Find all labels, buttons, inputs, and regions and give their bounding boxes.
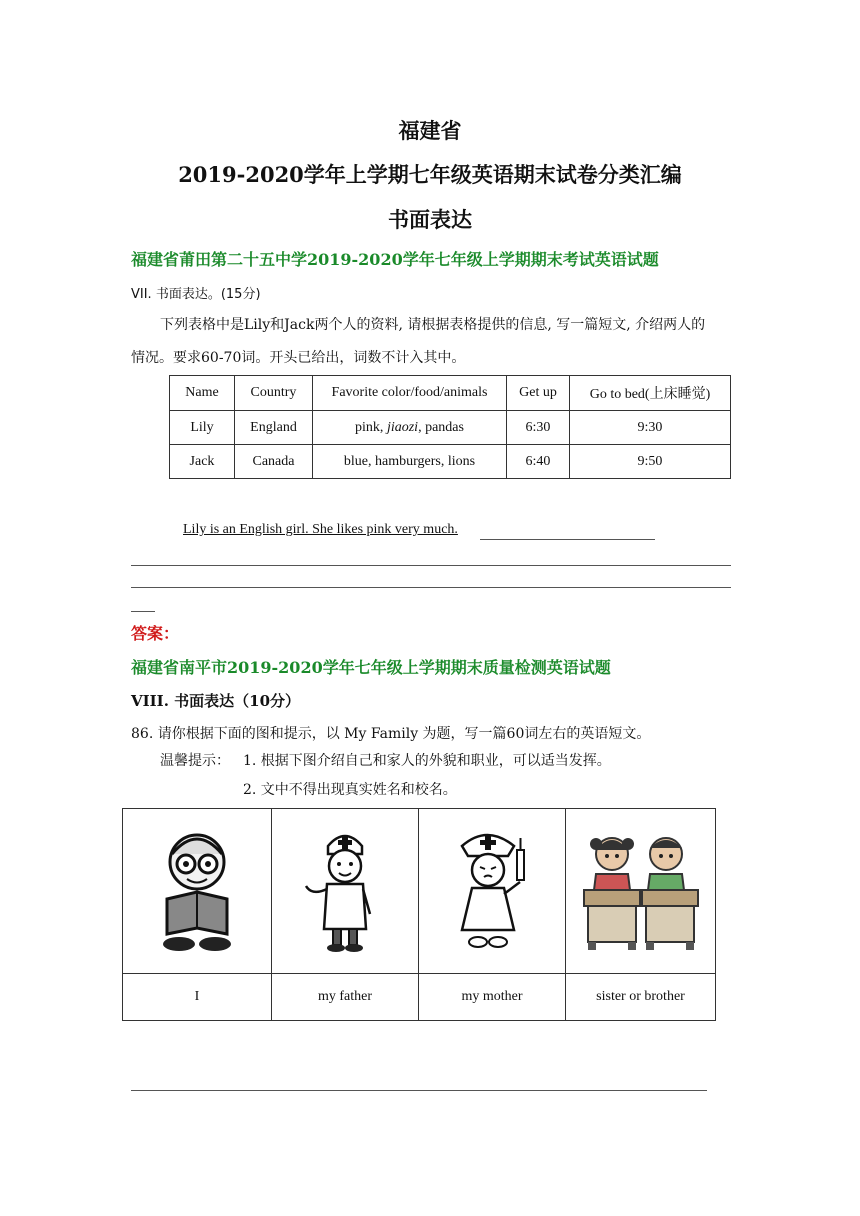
info-table: [169, 375, 731, 479]
caption-father: my father: [272, 974, 419, 1021]
table-row: [170, 411, 731, 445]
writing-line: [131, 611, 155, 612]
section2-source: 福建省南平市2019-2020学年七年级上学期期末质量检测英语试题: [131, 658, 611, 677]
cell-go-to-bed: 9:50: [570, 445, 731, 479]
cell-country: Canada: [235, 445, 313, 479]
cell-name: Lily: [170, 411, 235, 445]
table-row: [170, 445, 731, 479]
table-header-row: [170, 376, 731, 411]
title-province: 福建省: [398, 118, 462, 143]
section2-heading: VIII. 书面表达（10分）: [131, 692, 301, 710]
header-favorite: Favorite color/food/animals: [313, 376, 507, 411]
nurse-icon: [442, 824, 542, 954]
section2-instruction: 86. 请你根据下面的图和提示，以 My Family 为题，写一篇60词左右的英语短文。: [131, 726, 651, 742]
caption-sibling: sister or brother: [566, 974, 716, 1021]
caption-mother: my mother: [419, 974, 566, 1021]
fav-part-c: , pandas: [418, 419, 464, 435]
cell-favorite: [313, 411, 507, 445]
writing-line: [480, 539, 655, 540]
cell-get-up: 6:30: [507, 411, 570, 445]
fav-part-b: jiaozi: [386, 419, 419, 435]
doctor-icon: [300, 824, 390, 954]
picture-cell-father: [272, 809, 419, 974]
cell-go-to-bed: 9:30: [570, 411, 731, 445]
section1-heading: VII. 书面表达。(15分): [131, 287, 261, 302]
caption-row: [123, 974, 716, 1021]
cell-country: England: [235, 411, 313, 445]
picture-cell-sibling: [566, 809, 716, 974]
writing-line: [131, 1090, 707, 1091]
picture-cell-mother: [419, 809, 566, 974]
tip-2: 2. 文中不得出现真实姓名和校名。: [243, 782, 457, 798]
writing-line: [131, 565, 731, 566]
section1-source: 福建省莆田第二十五中学2019-2020学年七年级上学期期末考试英语试题: [131, 250, 659, 269]
header-get-up: Get up: [507, 376, 570, 411]
title-main: 2019-2020学年上学期七年级英语期末试卷分类汇编: [178, 162, 682, 187]
tip-1: 1. 根据下图介绍自己和家人的外貌和职业，可以适当发挥。: [243, 753, 611, 769]
title-sub: 书面表达: [388, 207, 472, 232]
boy-reading-icon: [147, 824, 247, 954]
picture-cell-me: [123, 809, 272, 974]
header-name: Name: [170, 376, 235, 411]
section1-instruction-1: 下列表格中是Lily和Jack两个人的资料, 请根据表格提供的信息, 写一篇短文, 介绍两人的: [160, 317, 706, 333]
answer-label: 答案：: [131, 624, 180, 643]
opening-sentence: Lily is an English girl. She likes pink very much.: [183, 522, 458, 537]
header-go-to-bed: Go to bed(上床睡觉): [570, 376, 731, 411]
cell-get-up: 6:40: [507, 445, 570, 479]
picture-row: [123, 809, 716, 974]
fav-part-a: blue, hamburgers, lions: [343, 453, 476, 469]
caption-me: I: [123, 974, 272, 1021]
tip-label: 温馨提示：: [160, 753, 230, 769]
cell-favorite: [313, 445, 507, 479]
header-country: Country: [235, 376, 313, 411]
family-picture-table: [122, 808, 716, 1021]
writing-line: [131, 587, 731, 588]
children-at-desks-icon: [576, 824, 706, 954]
section1-instruction-2: 情况。要求60-70词。开头已给出，词数不计入其中。: [131, 350, 466, 366]
cell-name: Jack: [170, 445, 235, 479]
fav-part-a: pink,: [355, 419, 387, 435]
